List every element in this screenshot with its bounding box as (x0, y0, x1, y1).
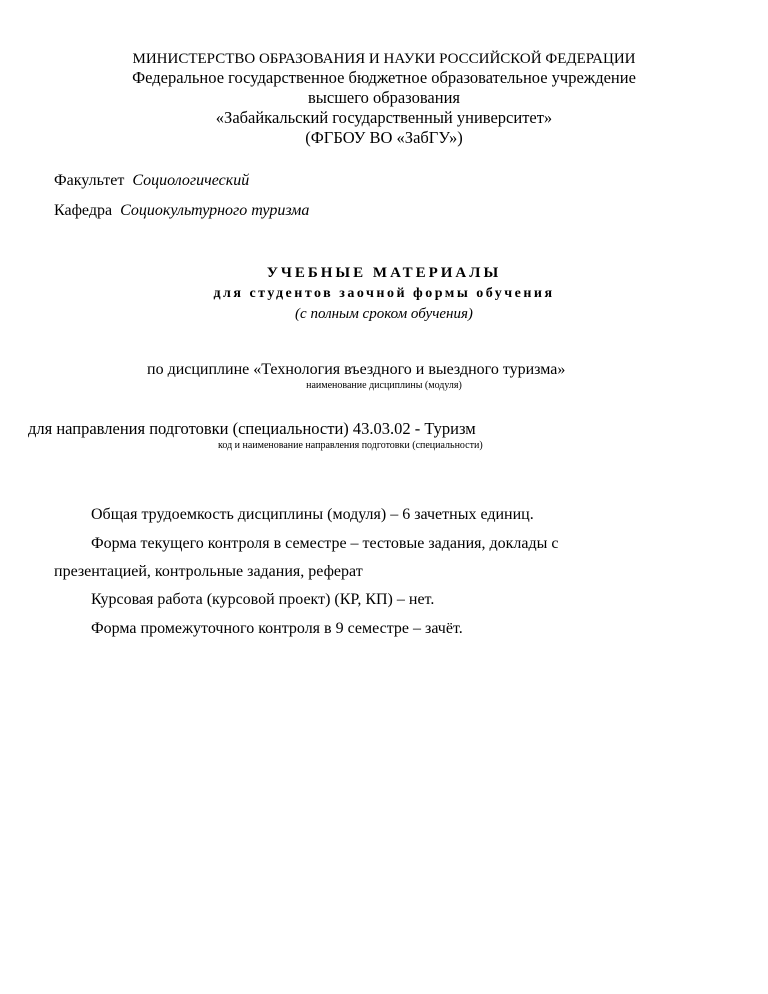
intermediate-control-line: Форма промежуточного контроля в 9 семестре – зачёт. (91, 620, 463, 637)
direction-caption: код и наименование направления подготовки (специальности) (218, 440, 483, 451)
control-line-2: презентацией, контрольные задания, реферат (54, 563, 363, 580)
department-row (54, 202, 309, 220)
faculty-value: Социологический (132, 172, 250, 189)
workload-line: Общая трудоемкость дисциплины (модуля) – 6 зачетных единиц. (91, 506, 534, 523)
university-name: «Забайкальский государственный университет» (215, 108, 553, 127)
document-title: УЧЕБНЫЕ МАТЕРИАЛЫ (266, 265, 502, 281)
control-line-1: Форма текущего контроля в семестре – тестовые задания, доклады с (91, 535, 559, 552)
discipline-line: по дисциплине «Технология въездного и выездного туризма» (147, 361, 566, 378)
document-subtitle: для студентов заочной формы обучения (213, 286, 555, 301)
coursework-line: Курсовая работа (курсовой проект) (КР, КП) – нет. (91, 591, 435, 608)
faculty-row (54, 172, 249, 190)
institution-type: Федеральное государственное бюджетное образовательное учреждение (132, 68, 636, 87)
university-abbreviation: (ФГБОУ ВО «ЗабГУ») (305, 128, 463, 147)
ministry-title: МИНИСТЕРСТВО ОБРАЗОВАНИЯ И НАУКИ РОССИЙСКОЙ ФЕДЕРАЦИИ (132, 51, 636, 67)
department-label: Кафедра (54, 202, 113, 219)
education-level: высшего образования (308, 88, 460, 107)
document-note: (с полным сроком обучения) (295, 306, 473, 322)
faculty-label: Факультет (54, 172, 125, 189)
department-value: Социокультурного туризма (120, 202, 310, 219)
discipline-caption: наименование дисциплины (модуля) (306, 380, 462, 391)
direction-line: для направления подготовки (специальности) 43.03.02 - Туризм (28, 419, 476, 438)
